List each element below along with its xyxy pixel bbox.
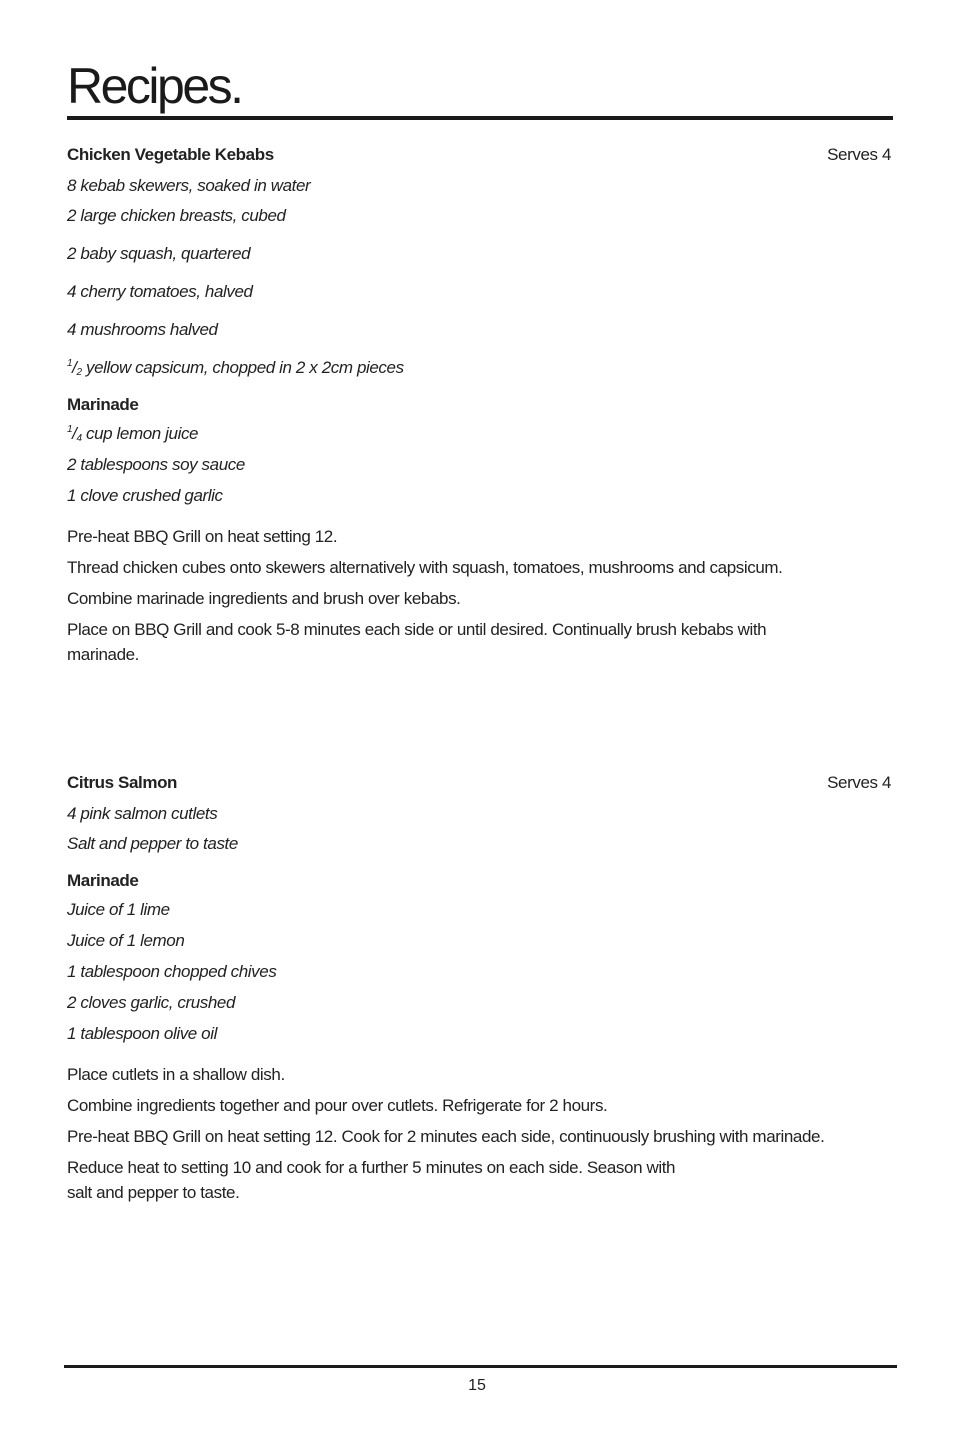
recipe-page	[67, 0, 893, 1434]
ingredient-list	[67, 167, 893, 387]
page-number: 15	[468, 1377, 486, 1394]
marinade-item: 2 tablespoons soy sauce	[67, 455, 245, 474]
recipe-chicken-vegetable-kebabs	[67, 143, 893, 667]
marinade-text: cup lemon juice	[81, 424, 199, 443]
ingredient-item: Salt and pepper to taste	[67, 834, 238, 853]
ingredient-item: $^1/_2$ yellow capsicum, chopped in 2 x 2cm pieces	[67, 358, 404, 378]
marinade-item: Juice of 1 lemon	[67, 931, 185, 950]
ingredient-item: 2 baby squash, quartered	[67, 244, 251, 263]
recipe-header	[67, 771, 893, 795]
serves-label: Serves 4	[827, 773, 891, 792]
footer-divider	[64, 1365, 897, 1368]
marinade-list	[67, 894, 893, 1049]
marinade-list	[67, 418, 893, 511]
method-step: Thread chicken cubes onto skewers alternatively with squash, tomatoes, mushrooms and capsicum.	[67, 558, 783, 577]
method-line: marinade.	[67, 645, 139, 664]
ingredient-item: 4 cherry tomatoes, halved	[67, 282, 253, 301]
marinade-heading: Marinade	[67, 395, 139, 414]
fraction-numerator: 1	[67, 424, 73, 435]
method-step: Place cutlets in a shallow dish.	[67, 1065, 285, 1084]
ingredient-text: yellow capsicum, chopped in 2 x 2cm pieces	[81, 358, 404, 377]
recipe-citrus-salmon	[67, 771, 893, 1205]
method-steps	[67, 524, 893, 667]
recipe-name: Citrus Salmon	[67, 773, 178, 792]
fraction-denominator: 2	[76, 367, 82, 378]
fraction-numerator: 1	[67, 358, 73, 369]
recipe-name: Chicken Vegetable Kebabs	[67, 145, 274, 164]
recipe-header	[67, 143, 893, 167]
method-step: Pre-heat BBQ Grill on heat setting 12. Cook for 2 minutes each side, continuously brushing with marinade.	[67, 1127, 825, 1146]
method-step	[67, 1155, 893, 1205]
method-step: Combine ingredients together and pour over cutlets. Refrigerate for 2 hours.	[67, 1096, 608, 1115]
marinade-heading: Marinade	[67, 871, 139, 890]
ingredient-item: 4 pink salmon cutlets	[67, 804, 218, 823]
marinade-item: 1 tablespoon olive oil	[67, 1024, 217, 1043]
ingredient-item: 8 kebab skewers, soaked in water	[67, 176, 311, 195]
marinade-item: $^1/_4$ cup lemon juice	[67, 424, 199, 444]
title-divider	[67, 116, 893, 120]
method-step	[67, 617, 893, 667]
marinade-item: 1 clove crushed garlic	[67, 486, 223, 505]
method-step: Pre-heat BBQ Grill on heat setting 12.	[67, 527, 338, 546]
ingredient-item: 4 mushrooms halved	[67, 320, 218, 339]
method-line: Reduce heat to setting 10 and cook for a further 5 minutes on each side. Season with	[67, 1158, 676, 1177]
marinade-item: 2 cloves garlic, crushed	[67, 993, 236, 1012]
method-line: salt and pepper to taste.	[67, 1183, 240, 1202]
method-step: Combine marinade ingredients and brush over kebabs.	[67, 589, 461, 608]
fraction-denominator: 4	[76, 433, 82, 444]
ingredient-item: 2 large chicken breasts, cubed	[67, 206, 286, 225]
page-title: Recipes.	[67, 58, 242, 114]
ingredient-list	[67, 795, 893, 863]
marinade-item: 1 tablespoon chopped chives	[67, 962, 277, 981]
method-line: Place on BBQ Grill and cook 5-8 minutes each side or until desired. Continually brush kebabs with	[67, 620, 767, 639]
marinade-item: Juice of 1 lime	[67, 900, 170, 919]
serves-label: Serves 4	[827, 145, 891, 164]
method-steps	[67, 1062, 893, 1205]
